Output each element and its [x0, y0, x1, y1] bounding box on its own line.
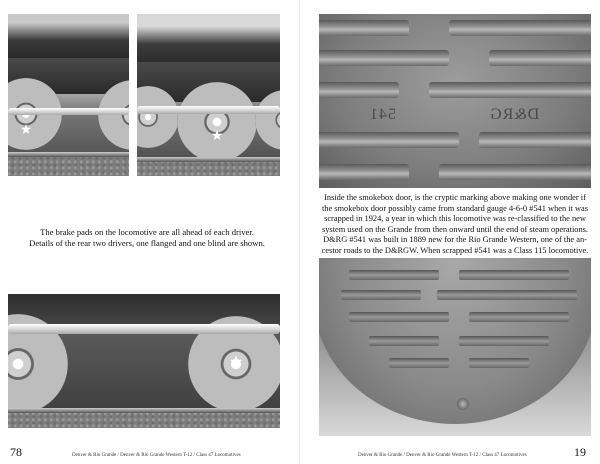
stamp-road: D&RG [489, 106, 540, 123]
boiler [137, 14, 280, 64]
page-number-left: 78 [10, 445, 22, 459]
star-emblem: ★ [210, 128, 224, 144]
caption-line: Inside the smokebox door, is the cryptic marking above making one wonder if [324, 193, 586, 202]
star-emblem: ★ [228, 352, 244, 371]
caption-line: The brake pads on the locomotive are all ahead of each driver. [40, 227, 254, 237]
ballast [137, 160, 280, 176]
rail [8, 152, 129, 157]
door-slot [469, 312, 569, 322]
photo-rear-drivers [8, 294, 280, 428]
caption-line: the smokebox door possibly came from standard gauge 4-6-0 #541 when it was [321, 203, 589, 213]
rail [137, 157, 280, 162]
driver-wheel [177, 82, 257, 162]
door-slot [459, 270, 569, 280]
door-slot [459, 336, 549, 346]
photo-brake-pads [137, 14, 280, 176]
caption-line: scrapped in 1924, a year in which this locomotive was re-classified to the new [324, 214, 586, 223]
right-caption [316, 193, 594, 256]
door-slot [449, 20, 591, 36]
door-slot [349, 270, 439, 280]
ballast [8, 412, 280, 428]
stamp-number: 541 [369, 106, 396, 123]
door-slot [429, 82, 591, 98]
hinge-bolt [457, 398, 469, 410]
door-slot [349, 312, 449, 322]
door-slot [469, 358, 529, 368]
caption-line: Details of the rear two drivers, one flanged and one blind are shown. [29, 238, 265, 248]
photo-smokebox-door [319, 258, 591, 436]
star-emblem: ★ [19, 122, 33, 138]
right-page [300, 0, 600, 464]
ballast [8, 154, 129, 176]
door-slot [319, 50, 449, 66]
door-slot [319, 20, 409, 36]
caption-line: cestor roads to the D&RGW. When scrapped #541 was a Class 115 locomotive. [321, 245, 589, 255]
footer-right: Denver & Rio Grande / Denver & Rio Grande Western T-12 / Class 47 Locomotives [358, 453, 527, 458]
rail [8, 408, 280, 413]
side-rod [8, 108, 129, 115]
door-slot [369, 336, 439, 346]
door-slot [439, 164, 591, 180]
door-slot [319, 164, 409, 180]
page-number-right: 19 [574, 445, 586, 459]
door-slot [389, 358, 449, 368]
caption-line: system used on the Grande from then onward until the end of steam operations. [321, 224, 589, 234]
door-slot [319, 132, 459, 148]
boiler [8, 14, 129, 58]
door-slot [319, 82, 399, 98]
door-slot [489, 50, 591, 66]
photo-smokebox-marking [319, 14, 591, 188]
door-slot [479, 132, 591, 148]
door-slot [437, 290, 577, 300]
footer-left: Denver & Rio Grande / Denver & Rio Grande Western T-12 / Class 47 Locomotives [72, 453, 241, 458]
side-rod [137, 106, 280, 114]
photo-driver-wheel-left [8, 14, 129, 176]
side-rod [8, 324, 280, 334]
left-caption [16, 227, 278, 249]
caption-line: D&RG #541 was built in 1889 new for the Rio Grande Western, one of the an- [323, 235, 587, 244]
door-slot [341, 290, 421, 300]
